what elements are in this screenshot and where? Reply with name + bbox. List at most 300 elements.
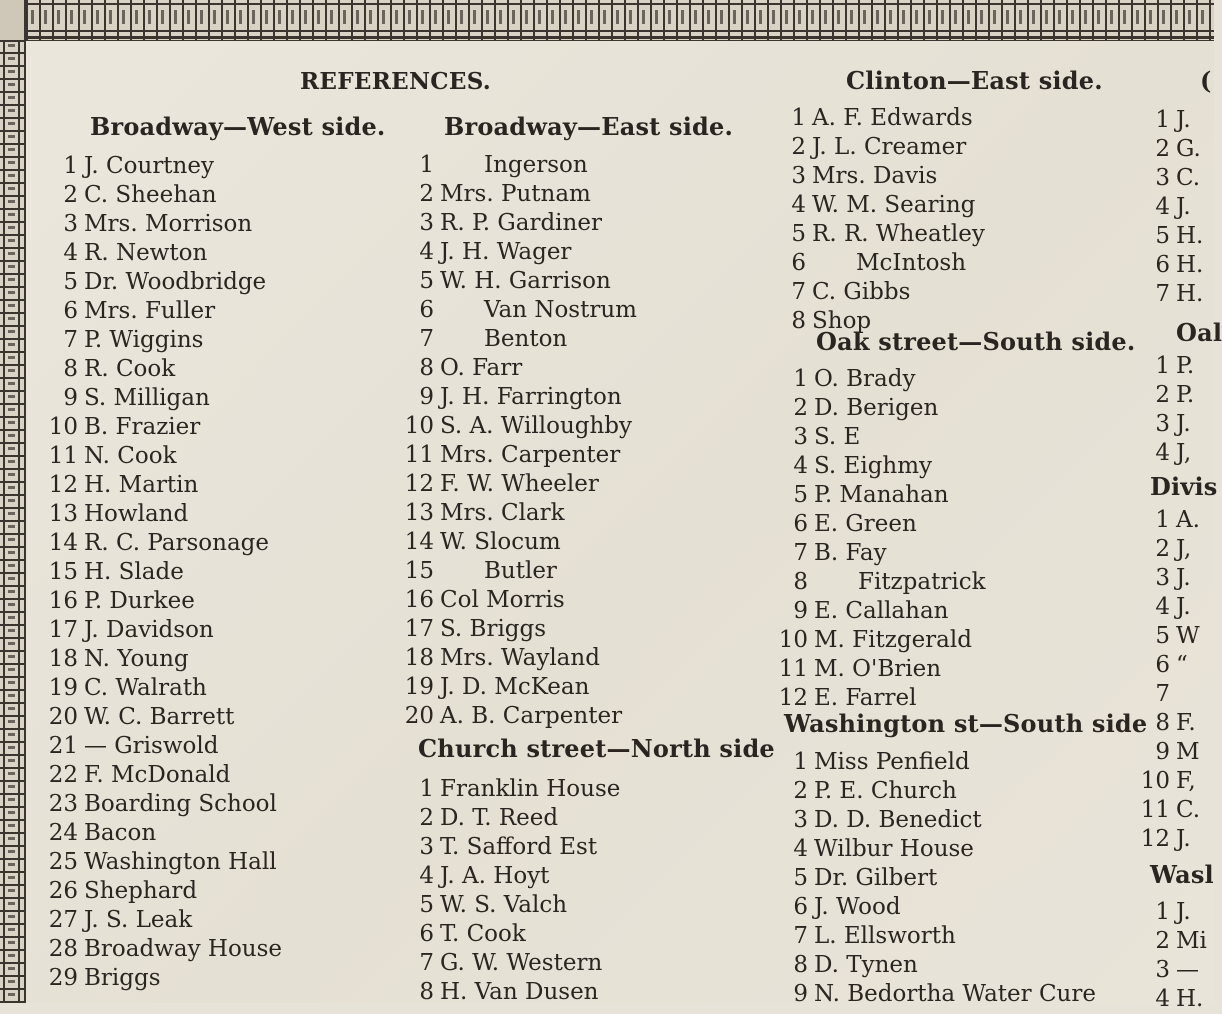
entry-number: 12	[1140, 826, 1170, 852]
section-heading: Wasl	[1150, 860, 1214, 889]
entry-name: D. Tynen	[814, 952, 918, 978]
entry-name: J. Courtney	[84, 153, 214, 179]
section-heading: Church street—North side	[418, 734, 775, 763]
entry-number: 4	[1155, 986, 1170, 1012]
list-item	[404, 180, 637, 209]
entry-list	[404, 151, 637, 731]
entry-name: J.	[1176, 194, 1191, 220]
entry-number: 3	[419, 834, 434, 860]
entry-number: 2	[63, 182, 78, 208]
entry-number: 8	[419, 979, 434, 1005]
list-item	[44, 442, 282, 471]
entry-number: 1	[1155, 107, 1170, 133]
entry-name: Mrs. Clark	[440, 500, 565, 526]
entry-name: — Griswold	[84, 733, 219, 759]
entry-name: C. Gibbs	[812, 279, 911, 305]
entry-number: 2	[791, 134, 806, 160]
entry-number: 6	[63, 298, 78, 324]
list-item	[44, 355, 282, 384]
list-item	[770, 951, 1096, 980]
list-item	[44, 500, 282, 529]
entry-list	[1138, 506, 1200, 854]
entry-name: Col Morris	[440, 587, 565, 613]
entry-name: Miss Penfield	[814, 749, 970, 775]
entry-name: Mrs. Morrison	[84, 211, 253, 237]
entry-name: J. H. Wager	[440, 239, 572, 265]
list-item	[1150, 222, 1203, 251]
list-item	[1150, 410, 1194, 439]
entry-name: B. Frazier	[84, 414, 201, 440]
list-item	[404, 209, 637, 238]
list-item	[44, 152, 282, 181]
entry-list	[770, 748, 1096, 1009]
entry-name: H. Martin	[84, 472, 199, 498]
border-corner	[0, 0, 26, 42]
list-item	[770, 394, 986, 423]
entry-list	[1150, 898, 1207, 1014]
list-item	[404, 354, 637, 383]
list-item	[404, 891, 620, 920]
entry-number: 9	[793, 598, 808, 624]
entry-number: 20	[404, 703, 434, 729]
entry-name: N. Young	[84, 646, 189, 672]
entry-number: 11	[404, 442, 434, 468]
entry-name: R. Cook	[84, 356, 176, 382]
ornamental-border-left	[0, 0, 26, 1003]
entry-number: 4	[1155, 194, 1170, 220]
entry-number: 7	[793, 540, 808, 566]
entry-number: 10	[48, 414, 78, 440]
list-item	[1138, 651, 1200, 680]
entry-name: H.	[1176, 281, 1204, 307]
list-item	[44, 326, 282, 355]
list-item	[1150, 985, 1207, 1014]
list-item	[770, 864, 1096, 893]
entry-number: 8	[793, 569, 808, 595]
entry-number: 3	[793, 807, 808, 833]
list-item	[1150, 898, 1207, 927]
list-item	[404, 151, 637, 180]
entry-number: 9	[793, 981, 808, 1007]
list-item	[770, 597, 986, 626]
entry-number: 2	[1155, 536, 1170, 562]
entry-number: 4	[63, 240, 78, 266]
entry-number: 23	[48, 791, 78, 817]
entry-name: G.	[1176, 136, 1201, 162]
entry-name: J,	[1176, 440, 1192, 466]
list-item	[44, 703, 282, 732]
entry-name: McIntosh	[856, 250, 967, 276]
list-item	[404, 412, 637, 441]
references-title: REFERENCES.	[300, 68, 492, 95]
entry-name: M	[1176, 739, 1200, 765]
entry-name: C. Walrath	[84, 675, 207, 701]
list-item	[404, 586, 637, 615]
list-item	[1150, 352, 1194, 381]
entry-number: 11	[1140, 797, 1170, 823]
entry-name: H. Van Dusen	[440, 979, 599, 1005]
entry-number: 24	[48, 820, 78, 846]
entry-number: 4	[1155, 594, 1170, 620]
entry-number: 18	[48, 646, 78, 672]
list-item	[404, 296, 637, 325]
list-item	[770, 626, 986, 655]
list-item	[1138, 738, 1200, 767]
section-heading: Oal	[1176, 318, 1222, 347]
list-item	[44, 529, 282, 558]
list-item	[44, 732, 282, 761]
list-item	[770, 365, 986, 394]
list-item	[44, 964, 282, 993]
list-item	[44, 819, 282, 848]
entry-number: 4	[791, 192, 806, 218]
list-item	[404, 949, 620, 978]
entry-number: 12	[404, 471, 434, 497]
list-item	[1138, 564, 1200, 593]
entry-number: 10	[1140, 768, 1170, 794]
list-item	[44, 268, 282, 297]
list-item	[44, 384, 282, 413]
entry-name: T. Safford Est	[440, 834, 598, 860]
entry-list	[770, 365, 986, 713]
entry-name: S. Eighmy	[814, 453, 933, 479]
entry-name: Howland	[84, 501, 189, 527]
list-item	[44, 210, 282, 239]
list-item	[1150, 193, 1203, 222]
entry-number: 7	[63, 327, 78, 353]
entry-name: D. Berigen	[814, 395, 939, 421]
entry-number: 8	[63, 356, 78, 382]
list-item	[770, 777, 1096, 806]
entry-number: 2	[419, 805, 434, 831]
entry-name: J.	[1176, 826, 1191, 852]
list-item	[404, 862, 620, 891]
entry-name: H.	[1176, 986, 1204, 1012]
entry-name: P.	[1176, 353, 1195, 379]
entry-number: 16	[404, 587, 434, 613]
entry-number: 16	[48, 588, 78, 614]
entry-number: 13	[48, 501, 78, 527]
list-item	[1150, 280, 1203, 309]
entry-number: 6	[793, 894, 808, 920]
entry-number: 2	[1155, 382, 1170, 408]
list-item	[404, 804, 620, 833]
entry-number: 13	[404, 500, 434, 526]
entry-number: 3	[1155, 165, 1170, 191]
entry-number: 1	[419, 776, 434, 802]
entry-number: 4	[419, 863, 434, 889]
list-item	[776, 191, 985, 220]
entry-number: 5	[1155, 623, 1170, 649]
entry-number: 11	[48, 443, 78, 469]
entry-name: F. McDonald	[84, 762, 231, 788]
list-item	[770, 835, 1096, 864]
list-item	[1138, 825, 1200, 854]
list-item	[44, 906, 282, 935]
entry-number: 1	[419, 152, 434, 178]
entry-number: 29	[48, 965, 78, 991]
entry-name: E. Green	[814, 511, 917, 537]
entry-name: Briggs	[84, 965, 161, 991]
entry-number: 17	[48, 617, 78, 643]
entry-number: 14	[48, 530, 78, 556]
list-item	[404, 673, 637, 702]
entry-name: Ingerson	[484, 152, 588, 178]
section-heading: Divis	[1150, 472, 1218, 501]
ornamental-border-top	[0, 0, 1214, 41]
entry-number: 10	[778, 627, 808, 653]
entry-name: O. Brady	[814, 366, 916, 392]
entry-number: 5	[63, 269, 78, 295]
entry-number: 4	[1155, 440, 1170, 466]
entry-number: 18	[404, 645, 434, 671]
list-item	[404, 267, 637, 296]
entry-list	[1150, 352, 1194, 468]
entry-name: P. E. Church	[814, 778, 957, 804]
entry-name: W. M. Searing	[812, 192, 976, 218]
list-item	[404, 644, 637, 673]
list-item	[44, 616, 282, 645]
entry-name: A. B. Carpenter	[440, 703, 623, 729]
entry-list	[404, 775, 620, 1007]
entry-list	[776, 104, 985, 336]
entry-name: Washington Hall	[84, 849, 277, 875]
entry-number: 5	[1155, 223, 1170, 249]
entry-number: 20	[48, 704, 78, 730]
entry-name: Mrs. Fuller	[84, 298, 216, 324]
list-item	[770, 806, 1096, 835]
section-heading: Broadway—West side.	[90, 112, 386, 141]
entry-number: 7	[791, 279, 806, 305]
entry-name: Benton	[484, 326, 568, 352]
entry-name: Franklin House	[440, 776, 621, 802]
list-item	[1138, 680, 1200, 709]
list-item	[44, 181, 282, 210]
list-item	[404, 325, 637, 354]
entry-number: 5	[419, 892, 434, 918]
entry-number: 9	[63, 385, 78, 411]
entry-name: F. W. Wheeler	[440, 471, 599, 497]
entry-number: 1	[1155, 507, 1170, 533]
entry-number: 1	[1155, 899, 1170, 925]
entry-name: P. Durkee	[84, 588, 195, 614]
list-item	[404, 702, 637, 731]
list-item	[404, 920, 620, 949]
entry-name: R. R. Wheatley	[812, 221, 985, 247]
entry-number: 5	[419, 268, 434, 294]
entry-number: 19	[48, 675, 78, 701]
entry-name: W. Slocum	[440, 529, 561, 555]
entry-name: J. A. Hoyt	[440, 863, 550, 889]
entry-number: 6	[793, 511, 808, 537]
list-item	[770, 655, 986, 684]
entry-name: J. S. Leak	[84, 907, 193, 933]
entry-number: 17	[404, 616, 434, 642]
entry-name: M. Fitzgerald	[814, 627, 972, 653]
entry-number: 8	[1155, 710, 1170, 736]
list-item	[44, 471, 282, 500]
entry-name: C.	[1176, 797, 1201, 823]
list-item	[1138, 767, 1200, 796]
entry-name: C.	[1176, 165, 1201, 191]
entry-number: 6	[1155, 252, 1170, 278]
entry-number: 2	[419, 181, 434, 207]
entry-name: Butler	[484, 558, 557, 584]
list-item	[404, 833, 620, 862]
entry-number: 28	[48, 936, 78, 962]
entry-name: P. Manahan	[814, 482, 949, 508]
entry-name: J.	[1176, 899, 1191, 925]
entry-number: 9	[419, 384, 434, 410]
entry-name: N. Bedortha Water Cure	[814, 981, 1096, 1007]
entry-number: 6	[419, 921, 434, 947]
entry-number: 2	[1155, 928, 1170, 954]
entry-name: Shop	[812, 308, 872, 334]
entry-name: F,	[1176, 768, 1196, 794]
entry-name: A.	[1176, 507, 1200, 533]
entry-name: S. A. Willoughby	[440, 413, 633, 439]
entry-name: D. T. Reed	[440, 805, 559, 831]
entry-name: H.	[1176, 223, 1204, 249]
entry-name: S. Briggs	[440, 616, 547, 642]
entry-name: J,	[1176, 536, 1192, 562]
list-item	[776, 133, 985, 162]
entry-name: J. Wood	[814, 894, 901, 920]
entry-number: 3	[63, 211, 78, 237]
list-item	[1150, 164, 1203, 193]
entry-number: 8	[793, 952, 808, 978]
list-item	[44, 239, 282, 268]
entry-number: 1	[1155, 353, 1170, 379]
list-item	[404, 978, 620, 1007]
list-item	[770, 893, 1096, 922]
entry-number: 6	[419, 297, 434, 323]
entry-number: 12	[778, 685, 808, 711]
list-item	[44, 877, 282, 906]
list-item	[770, 539, 986, 568]
entry-number: 27	[48, 907, 78, 933]
entry-name: J. L. Creamer	[812, 134, 967, 160]
entry-number: 8	[419, 355, 434, 381]
entry-number: 5	[793, 865, 808, 891]
list-item	[1150, 381, 1194, 410]
entry-number: 21	[48, 733, 78, 759]
list-item	[776, 278, 985, 307]
entry-number: 14	[404, 529, 434, 555]
entry-number: 5	[791, 221, 806, 247]
entry-number: 25	[48, 849, 78, 875]
entry-number: 2	[793, 395, 808, 421]
list-item	[770, 980, 1096, 1009]
entry-list	[44, 152, 282, 993]
entry-name: P.	[1176, 382, 1195, 408]
entry-name: J. H. Farrington	[440, 384, 622, 410]
list-item	[404, 238, 637, 267]
list-item	[44, 558, 282, 587]
list-item	[1150, 439, 1194, 468]
entry-number: 15	[48, 559, 78, 585]
entry-number: 3	[419, 210, 434, 236]
list-item	[44, 413, 282, 442]
entry-name: “	[1176, 652, 1188, 678]
entry-number: 2	[793, 778, 808, 804]
list-item	[404, 775, 620, 804]
list-item	[404, 499, 637, 528]
list-item	[1138, 622, 1200, 651]
list-item	[1138, 709, 1200, 738]
list-item	[770, 748, 1096, 777]
entry-name: Mrs. Wayland	[440, 645, 600, 671]
entry-name: R. Newton	[84, 240, 208, 266]
list-item	[1150, 251, 1203, 280]
list-item	[1150, 135, 1203, 164]
list-item	[404, 615, 637, 644]
entry-name: J.	[1176, 411, 1191, 437]
entry-number: 3	[793, 424, 808, 450]
entry-number: 7	[1155, 681, 1170, 707]
entry-name: S. Milligan	[84, 385, 210, 411]
entry-number: 1	[791, 105, 806, 131]
entry-name: J. D. McKean	[440, 674, 590, 700]
entry-name: S. E	[814, 424, 861, 450]
entry-name: R. P. Gardiner	[440, 210, 602, 236]
entry-number: 9	[1155, 739, 1170, 765]
entry-number: 11	[778, 656, 808, 682]
entry-number: 1	[63, 153, 78, 179]
list-item	[1150, 956, 1207, 985]
list-item	[770, 922, 1096, 951]
entry-number: 3	[1155, 411, 1170, 437]
list-item	[44, 848, 282, 877]
entry-name: R. C. Parsonage	[84, 530, 269, 556]
entry-name: W	[1176, 623, 1200, 649]
entry-list	[1150, 106, 1203, 309]
list-item	[1138, 796, 1200, 825]
list-item	[776, 162, 985, 191]
entry-name: F.	[1176, 710, 1196, 736]
entry-number: 3	[1155, 565, 1170, 591]
list-item	[44, 935, 282, 964]
entry-name: Mrs. Davis	[812, 163, 938, 189]
entry-name: Mrs. Carpenter	[440, 442, 621, 468]
section-heading: Broadway—East side.	[444, 112, 734, 141]
entry-name: O. Farr	[440, 355, 523, 381]
entry-number: 15	[404, 558, 434, 584]
section-heading: (	[1200, 66, 1212, 95]
entry-name: Dr. Woodbridge	[84, 269, 267, 295]
section-heading: Clinton—East side.	[846, 66, 1103, 95]
entry-name: C. Sheehan	[84, 182, 217, 208]
list-item	[404, 383, 637, 412]
entry-name: Dr. Gilbert	[814, 865, 938, 891]
list-item	[1138, 506, 1200, 535]
entry-name: Broadway House	[84, 936, 283, 962]
entry-name: G. W. Western	[440, 950, 603, 976]
entry-name: M. O'Brien	[814, 656, 942, 682]
entry-name: J.	[1176, 565, 1191, 591]
list-item	[44, 297, 282, 326]
entry-name: Mi	[1176, 928, 1207, 954]
entry-number: 6	[1155, 652, 1170, 678]
entry-number: 2	[1155, 136, 1170, 162]
list-item	[1138, 593, 1200, 622]
entry-number: 4	[793, 453, 808, 479]
section-heading: Washington st—South side	[784, 709, 1148, 738]
entry-name: Wilbur House	[814, 836, 974, 862]
entry-number: 5	[793, 482, 808, 508]
list-item	[44, 587, 282, 616]
list-item	[44, 761, 282, 790]
